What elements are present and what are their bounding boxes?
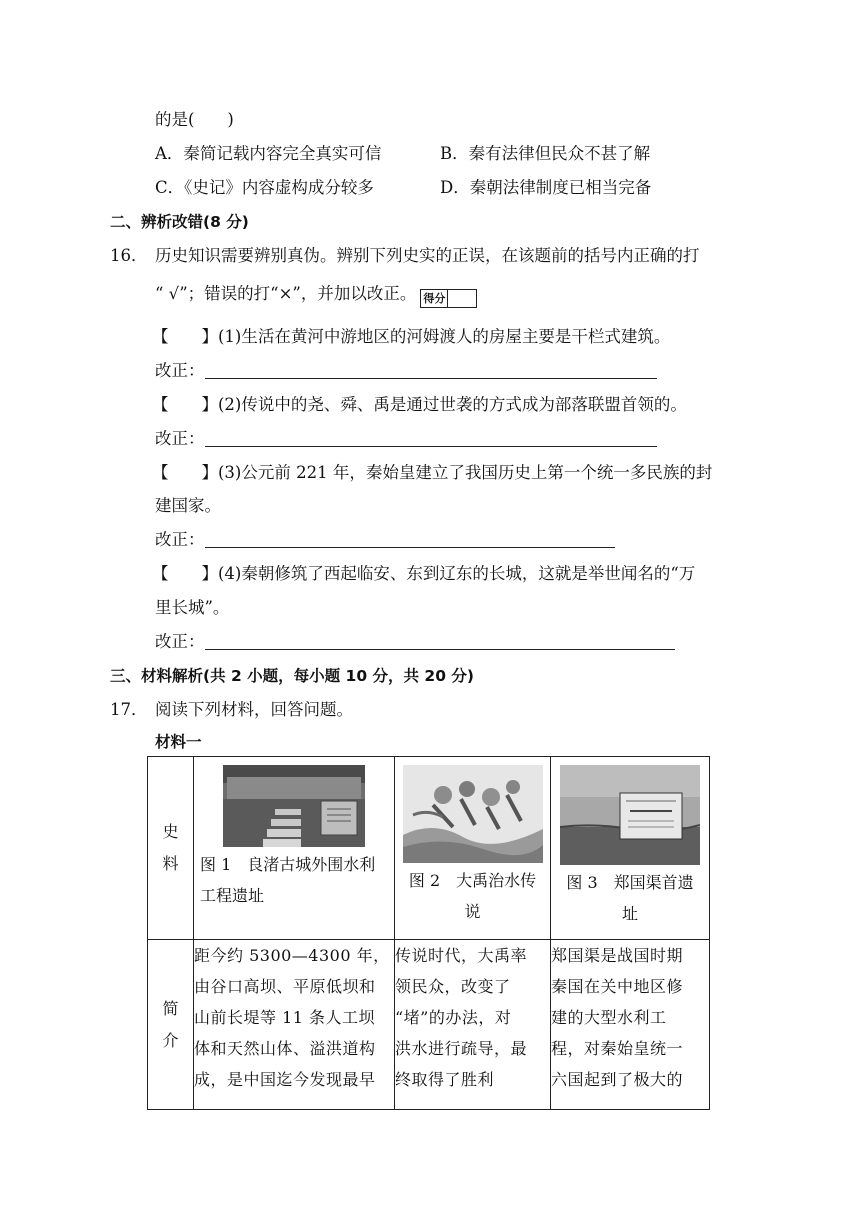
intro-line: 传说时代，大禹率 <box>395 946 528 965</box>
q15-option-d: D．秦朝法律制度已相当完备 <box>440 178 652 197</box>
caption-line: 图 3 郑国渠首遗 <box>566 873 694 892</box>
yu-flood-control-painting-icon <box>403 765 543 863</box>
q16-item1-text: (1)生活在黄河中游地区的河姆渡人的房屋主要是干栏式建筑。 <box>218 327 671 346</box>
intro-line: 建的大型水利工 <box>551 1008 667 1027</box>
q16-item3-line2: 建国家。 <box>155 496 221 515</box>
material-title: 材料一 <box>155 733 202 751</box>
row-label-char: 史 <box>162 822 179 841</box>
material-table <box>147 756 710 1110</box>
correction-blank[interactable] <box>205 362 657 379</box>
q15-option-c: C．《史记》内容虚构成分较多 <box>155 178 374 197</box>
q16-item4-text: (4)秦朝修筑了西起临安、东到辽东的长城，这就是举世闻名的“万 <box>218 564 696 583</box>
source-cell-1 <box>194 757 395 940</box>
intro-line: 六国起到了极大的 <box>551 1070 684 1089</box>
correction-blank[interactable] <box>205 633 675 650</box>
table-row <box>148 940 710 1110</box>
q15-stem-end: 的是( ) <box>155 110 234 129</box>
q15-option-a: A．秦简记载内容完全真实可信 <box>155 144 382 163</box>
q16-item1-correction <box>155 360 657 382</box>
q16-item2-correction <box>155 428 657 450</box>
intro-line: 体和天然山体、溢洪道构 <box>194 1039 376 1058</box>
row-label-char: 简 <box>162 998 179 1018</box>
q16-number: 16． <box>110 246 148 265</box>
q16-item2 <box>152 394 687 416</box>
intro-cell-2 <box>395 940 551 1110</box>
q16-item1 <box>152 326 670 348</box>
intro-line: 领民众，改变了 <box>395 977 511 996</box>
caption-line: 图 2 大禹治水传 <box>408 871 537 890</box>
intro-line: 程，对秦始皇统一 <box>551 1039 684 1058</box>
q16-item2-text: (2)传说中的尧、舜、禹是通过世袭的方式成为部落联盟首领的。 <box>218 395 687 414</box>
intro-line: 洪水进行疏导，最 <box>395 1039 528 1058</box>
q16-item3-text: (3)公元前 221 年，秦始皇建立了我国历史上第一个统一多民族的封 <box>218 463 713 482</box>
row-label-char: 介 <box>162 1030 179 1050</box>
q15-option-b: B．秦有法律但民众不甚了解 <box>440 144 651 163</box>
correction-label: 改正： <box>155 530 205 549</box>
q16-item3 <box>152 462 712 484</box>
row-label-sources <box>148 757 194 940</box>
caption-fig3 <box>551 865 709 929</box>
q17-stem: 阅读下列材料，回答问题。 <box>155 700 353 719</box>
caption-line: 址 <box>621 904 638 923</box>
score-box[interactable] <box>420 289 477 308</box>
intro-line: 秦国在关中地区修 <box>551 977 684 996</box>
intro-line: 距今约 5300—4300 年， <box>194 946 390 965</box>
intro-line: 郑国渠是战国时期 <box>551 946 684 965</box>
q16-stem-line2-text: “ √”；错误的打“×”，并加以改正。 <box>155 284 417 303</box>
q16-item2-bracket[interactable]: 【 】 <box>152 395 218 414</box>
q16-stem-line2 <box>155 283 477 308</box>
source-cell-3 <box>551 757 710 940</box>
caption-fig1 <box>194 847 394 911</box>
section3-heading: 三、材料解析(共 2 小题，每小题 10 分，共 20 分) <box>110 667 474 685</box>
q16-item3-bracket[interactable]: 【 】 <box>152 463 218 482</box>
row-label-intro <box>148 940 194 1110</box>
table-row <box>148 757 710 940</box>
intro-line: “堵”的办法，对 <box>395 1008 512 1027</box>
correction-label: 改正： <box>155 632 205 651</box>
intro-line: 成，是中国迄今发现最早 <box>194 1070 376 1089</box>
correction-label: 改正： <box>155 361 205 380</box>
correction-blank[interactable] <box>205 531 615 548</box>
q16-item4-bracket[interactable]: 【 】 <box>152 564 218 583</box>
q16-item4 <box>152 563 695 585</box>
source-cell-2 <box>395 757 551 940</box>
score-label: 得分 <box>421 290 448 307</box>
q16-stem-line1: 历史知识需要辨别真伪。辨别下列史实的正误，在该题前的括号内正确的打 <box>155 246 700 265</box>
q17-number: 17． <box>110 700 148 719</box>
row-label-char: 料 <box>162 854 179 873</box>
intro-cell-3 <box>551 940 710 1110</box>
score-cell[interactable] <box>448 290 476 307</box>
correction-blank[interactable] <box>205 430 657 447</box>
intro-line: 山前长堤等 11 条人工坝 <box>194 1008 376 1027</box>
q16-item1-bracket[interactable]: 【 】 <box>152 327 218 346</box>
q16-item4-correction <box>155 631 675 653</box>
q16-item4-line2: 里长城”。 <box>155 598 230 617</box>
section2-heading: 二、辨析改错(8 分) <box>110 213 249 231</box>
caption-line: 图 1 良渚古城外围水利 <box>200 855 376 874</box>
caption-fig2 <box>395 863 550 927</box>
intro-cell-1 <box>194 940 395 1110</box>
zhengguo-canal-photo-icon <box>560 765 700 865</box>
intro-line: 由谷口高坝、平原低坝和 <box>194 977 376 996</box>
correction-label: 改正： <box>155 429 205 448</box>
q16-item3-correction <box>155 529 615 551</box>
intro-line: 终取得了胜利 <box>395 1070 495 1089</box>
caption-line: 说 <box>464 902 481 921</box>
caption-line: 工程遗址 <box>200 886 265 905</box>
liangzhu-site-photo-icon <box>223 765 365 847</box>
